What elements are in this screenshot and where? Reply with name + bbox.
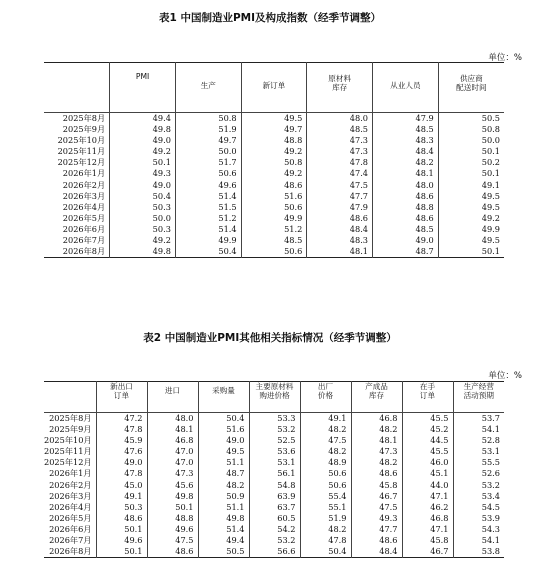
table-cell: 47.0 [147,446,198,457]
table-row [44,457,504,468]
table-cell: 48.2 [300,424,351,435]
table-cell: 49.2 [241,146,307,157]
row-month-label: 2026年6月 [49,523,92,534]
table-row [44,135,504,146]
table-cell: 55.5 [453,457,504,468]
table-cell: 49.1 [300,413,351,425]
table-cell: 50.0 [438,135,504,146]
table-cell: 50.0 [110,213,176,224]
table-cell: 47.0 [147,457,198,468]
table-cell: 49.0 [198,435,249,446]
table-cell: 48.6 [373,191,439,202]
table-cell: 47.9 [373,113,439,125]
table-cell: 50.1 [110,157,176,168]
row-month-label: 2026年8月 [49,546,92,557]
table-cell: 53.1 [249,457,300,468]
table-cell: 48.7 [198,468,249,479]
table-cell: 48.2 [373,157,439,168]
row-month-label: 2026年3月 [62,190,106,201]
table-cell: 45.1 [402,468,453,479]
table-cell: 46.8 [147,435,198,446]
table-cell: 53.7 [453,413,504,425]
table-cell: 48.3 [373,135,439,146]
table-cell: 50.8 [438,124,504,135]
table-cell: 48.1 [373,168,439,179]
table-cell: 51.6 [198,424,249,435]
table1-pmi-components [44,62,504,258]
table-cell: 50.4 [110,191,176,202]
table-cell: 48.8 [147,513,198,524]
table-row [44,524,504,535]
table-cell: 49.8 [198,513,249,524]
table-cell: 50.6 [300,480,351,491]
row-month-label: 2025年12月 [44,457,92,468]
table-cell: 49.5 [198,446,249,457]
table-cell: 54.1 [453,424,504,435]
table-cell: 51.9 [300,513,351,524]
row-month-label: 2026年2月 [49,479,92,490]
table2-unit: 单位：% [488,371,522,381]
table2-header-business-expectations: 生产经营 活动预期 [453,382,504,413]
table-row [44,213,504,224]
table-cell: 49.6 [96,535,147,546]
table-cell: 53.2 [453,480,504,491]
table1-unit: 单位：% [488,53,522,63]
table-row [44,546,504,558]
table-cell: 48.2 [300,524,351,535]
table2-title: 表2 中国制造业PMI其他相关指标情况（经季节调整） [143,332,397,344]
table-cell: 51.5 [175,202,241,213]
table-row [44,202,504,213]
table-cell: 52.6 [453,468,504,479]
row-month-label: 2026年3月 [49,490,92,501]
table-cell: 48.1 [147,424,198,435]
table-cell: 47.3 [307,146,373,157]
table-cell: 53.2 [249,424,300,435]
table-cell: 49.0 [373,235,439,246]
table-cell: 50.2 [438,157,504,168]
table-cell: 47.8 [300,535,351,546]
table-cell: 47.8 [96,424,147,435]
table-cell: 54.1 [453,535,504,546]
table-cell: 63.9 [249,491,300,502]
table-cell: 48.5 [241,235,307,246]
table-cell: 48.9 [300,457,351,468]
table1-header-production: 生产 [175,63,241,113]
table-cell: 48.0 [373,180,439,191]
table-row [44,235,504,246]
table-cell: 49.5 [438,235,504,246]
table-cell: 50.1 [96,524,147,535]
table-cell: 45.2 [402,424,453,435]
table-cell: 47.6 [96,446,147,457]
table-cell: 48.6 [351,535,402,546]
table-row [44,191,504,202]
table-row [44,168,504,179]
table-cell: 44.5 [402,435,453,446]
row-month-label: 2026年8月 [62,246,106,257]
table1-header-raw-material-inventory: 原材料 库存 [307,63,373,113]
table-cell: 52.8 [453,435,504,446]
table-cell: 48.0 [147,413,198,425]
table-cell: 53.1 [453,446,504,457]
table-row [44,246,504,258]
table-cell: 50.6 [241,202,307,213]
table-row [44,157,504,168]
row-month-label: 2025年8月 [49,413,92,423]
table2-header-backlog-orders: 在手 订单 [402,382,453,413]
table-cell: 49.8 [110,124,176,135]
table-cell: 49.4 [198,535,249,546]
table-cell: 47.5 [147,535,198,546]
table-cell: 49.7 [175,135,241,146]
table-cell: 49.4 [110,113,176,125]
table-cell: 49.1 [96,491,147,502]
table-cell: 53.6 [249,446,300,457]
table1-header-employment: 从业人员 [373,63,439,113]
table-cell: 54.2 [249,524,300,535]
table2-header-month [44,382,96,413]
table-row [44,446,504,457]
table-cell: 51.1 [198,502,249,513]
table-cell: 48.3 [307,235,373,246]
table-cell: 51.6 [241,191,307,202]
table-cell: 45.8 [351,480,402,491]
table-cell: 45.5 [402,413,453,425]
table-cell: 48.2 [351,457,402,468]
table-row [44,224,504,235]
table-cell: 49.2 [110,235,176,246]
table-cell: 56.6 [249,546,300,558]
table-cell: 56.1 [249,468,300,479]
table-cell: 47.3 [147,468,198,479]
table-cell: 47.3 [307,135,373,146]
row-month-label: 2026年5月 [62,212,106,223]
table-cell: 53.8 [453,546,504,558]
table-cell: 45.6 [147,480,198,491]
table-cell: 63.7 [249,502,300,513]
table2-header-row [44,382,504,413]
row-month-label: 2026年7月 [49,535,92,546]
table-cell: 45.0 [96,480,147,491]
table-cell: 47.8 [307,157,373,168]
table-cell: 48.1 [307,246,373,258]
table-cell: 53.4 [453,491,504,502]
table-cell: 48.6 [147,546,198,558]
table-row [44,124,504,135]
table-cell: 48.2 [198,480,249,491]
table-cell: 60.5 [249,513,300,524]
table-cell: 45.5 [402,446,453,457]
table-cell: 48.6 [96,513,147,524]
table-cell: 47.2 [96,413,147,425]
table-cell: 50.8 [241,157,307,168]
table-cell: 49.9 [241,213,307,224]
row-month-label: 2025年11月 [57,146,106,157]
table-row [44,180,504,191]
table-cell: 50.3 [110,224,176,235]
table-cell: 53.9 [453,513,504,524]
table-cell: 46.7 [402,546,453,558]
row-month-label: 2025年8月 [62,113,106,123]
table-cell: 53.2 [249,535,300,546]
table-cell: 50.5 [438,113,504,125]
table-cell: 50.0 [175,146,241,157]
table-row [44,513,504,524]
table-cell: 48.2 [300,446,351,457]
table-cell: 50.9 [198,491,249,502]
row-month-label: 2026年5月 [49,512,92,523]
table-row [44,535,504,546]
table-cell: 55.4 [300,491,351,502]
table-cell: 46.8 [402,513,453,524]
table-cell: 48.8 [373,202,439,213]
table-cell: 49.8 [147,491,198,502]
table2-other-indicators [44,381,504,558]
table-row [44,146,504,157]
table-cell: 44.0 [402,480,453,491]
table-cell: 47.5 [351,502,402,513]
row-month-label: 2025年9月 [62,124,106,135]
table-cell: 49.6 [175,180,241,191]
row-month-label: 2026年6月 [62,223,106,234]
row-month-label: 2025年10月 [44,435,92,446]
table-cell: 49.2 [241,168,307,179]
table-cell: 49.6 [147,524,198,535]
table-cell: 49.9 [175,235,241,246]
table1-header-pmi: PMI [110,63,176,113]
table-cell: 48.8 [241,135,307,146]
row-month-label: 2026年2月 [62,179,106,190]
table-cell: 51.4 [198,524,249,535]
table-cell: 47.5 [307,180,373,191]
table-cell: 48.5 [307,124,373,135]
table1-title: 表1 中国制造业PMI及构成指数（经季节调整） [158,12,381,24]
table-cell: 50.1 [147,502,198,513]
table-cell: 54.3 [453,524,504,535]
row-month-label: 2025年10月 [57,135,106,146]
table-cell: 47.9 [307,202,373,213]
table-row [44,480,504,491]
table-cell: 49.2 [110,146,176,157]
table-cell: 49.8 [110,246,176,258]
table-cell: 48.1 [351,435,402,446]
table-cell: 45.8 [402,535,453,546]
table-cell: 51.4 [175,224,241,235]
table-cell: 51.4 [175,191,241,202]
table-cell: 49.1 [438,180,504,191]
row-month-label: 2026年4月 [49,501,92,512]
table2-header-new-export-orders: 新出口 订单 [96,382,147,413]
table2-header-finished-goods-inventory: 产成品 库存 [351,382,402,413]
table-cell: 47.1 [402,491,453,502]
table-cell: 51.2 [241,224,307,235]
table-cell: 51.1 [198,457,249,468]
table-cell: 48.5 [373,224,439,235]
table-cell: 48.6 [351,468,402,479]
table-cell: 49.5 [438,191,504,202]
table-cell: 49.3 [351,513,402,524]
row-month-label: 2025年11月 [44,446,92,457]
table-cell: 48.6 [373,213,439,224]
table-cell: 48.4 [307,224,373,235]
table-row [44,424,504,435]
table-cell: 47.4 [307,168,373,179]
table-cell: 49.0 [110,180,176,191]
table2-header-purchase-quantity: 采购量 [198,382,249,413]
table2-header-input-prices: 主要原材料 购进价格 [249,382,300,413]
table-cell: 49.0 [110,135,176,146]
row-month-label: 2026年1月 [62,168,106,179]
table1-header-new-orders: 新订单 [241,63,307,113]
table-cell: 50.4 [300,546,351,558]
table2-header-imports: 进口 [147,382,198,413]
table-row [44,502,504,513]
table-cell: 50.1 [438,246,504,258]
table-cell: 50.4 [198,413,249,425]
table-row [44,435,504,446]
table2-header-output-prices: 出厂 价格 [300,382,351,413]
table-cell: 51.9 [175,124,241,135]
table-cell: 48.5 [373,124,439,135]
table-cell: 50.6 [175,168,241,179]
table1-header-row [44,63,504,113]
table-row [44,113,504,125]
table-cell: 52.5 [249,435,300,446]
table-cell: 50.4 [175,246,241,258]
table-cell: 48.4 [351,546,402,558]
table-row [44,491,504,502]
table-cell: 53.3 [249,413,300,425]
table-cell: 46.2 [402,502,453,513]
table-cell: 48.6 [307,213,373,224]
table-cell: 50.6 [241,246,307,258]
table-cell: 48.2 [351,424,402,435]
table-cell: 49.9 [438,224,504,235]
table-cell: 50.3 [110,202,176,213]
table-row [44,468,504,479]
table-cell: 50.1 [438,146,504,157]
table-cell: 46.0 [402,457,453,468]
row-month-label: 2026年1月 [49,468,92,479]
table1-header-supplier-delivery-time: 供应商 配送时间 [438,63,504,113]
table-cell: 47.7 [307,191,373,202]
table-cell: 47.5 [300,435,351,446]
table-cell: 50.8 [175,113,241,125]
table-cell: 50.6 [300,468,351,479]
row-month-label: 2025年9月 [49,424,92,435]
row-month-label: 2026年4月 [62,201,106,212]
table-cell: 46.7 [351,491,402,502]
table-cell: 48.0 [307,113,373,125]
table-cell: 49.7 [241,124,307,135]
table-cell: 54.5 [453,502,504,513]
table-cell: 51.2 [175,213,241,224]
table-cell: 49.2 [438,213,504,224]
table-cell: 50.5 [198,546,249,558]
table-cell: 50.1 [96,546,147,558]
table-cell: 49.5 [438,202,504,213]
table-cell: 47.3 [351,446,402,457]
table-cell: 45.9 [96,435,147,446]
row-month-label: 2025年12月 [57,157,106,168]
table-cell: 50.3 [96,502,147,513]
table-cell: 51.7 [175,157,241,168]
table-row [44,413,504,425]
table-cell: 48.7 [373,246,439,258]
row-month-label: 2026年7月 [62,235,106,246]
table-cell: 49.5 [241,113,307,125]
table1-header-month [44,63,110,113]
table-cell: 46.8 [351,413,402,425]
table-cell: 47.8 [96,468,147,479]
table-cell: 49.0 [96,457,147,468]
table-cell: 55.1 [300,502,351,513]
table-cell: 50.1 [438,168,504,179]
table-cell: 48.4 [373,146,439,157]
table-cell: 49.3 [110,168,176,179]
table-cell: 48.6 [241,180,307,191]
table-cell: 47.1 [402,524,453,535]
table-cell: 54.8 [249,480,300,491]
table-cell: 47.7 [351,524,402,535]
